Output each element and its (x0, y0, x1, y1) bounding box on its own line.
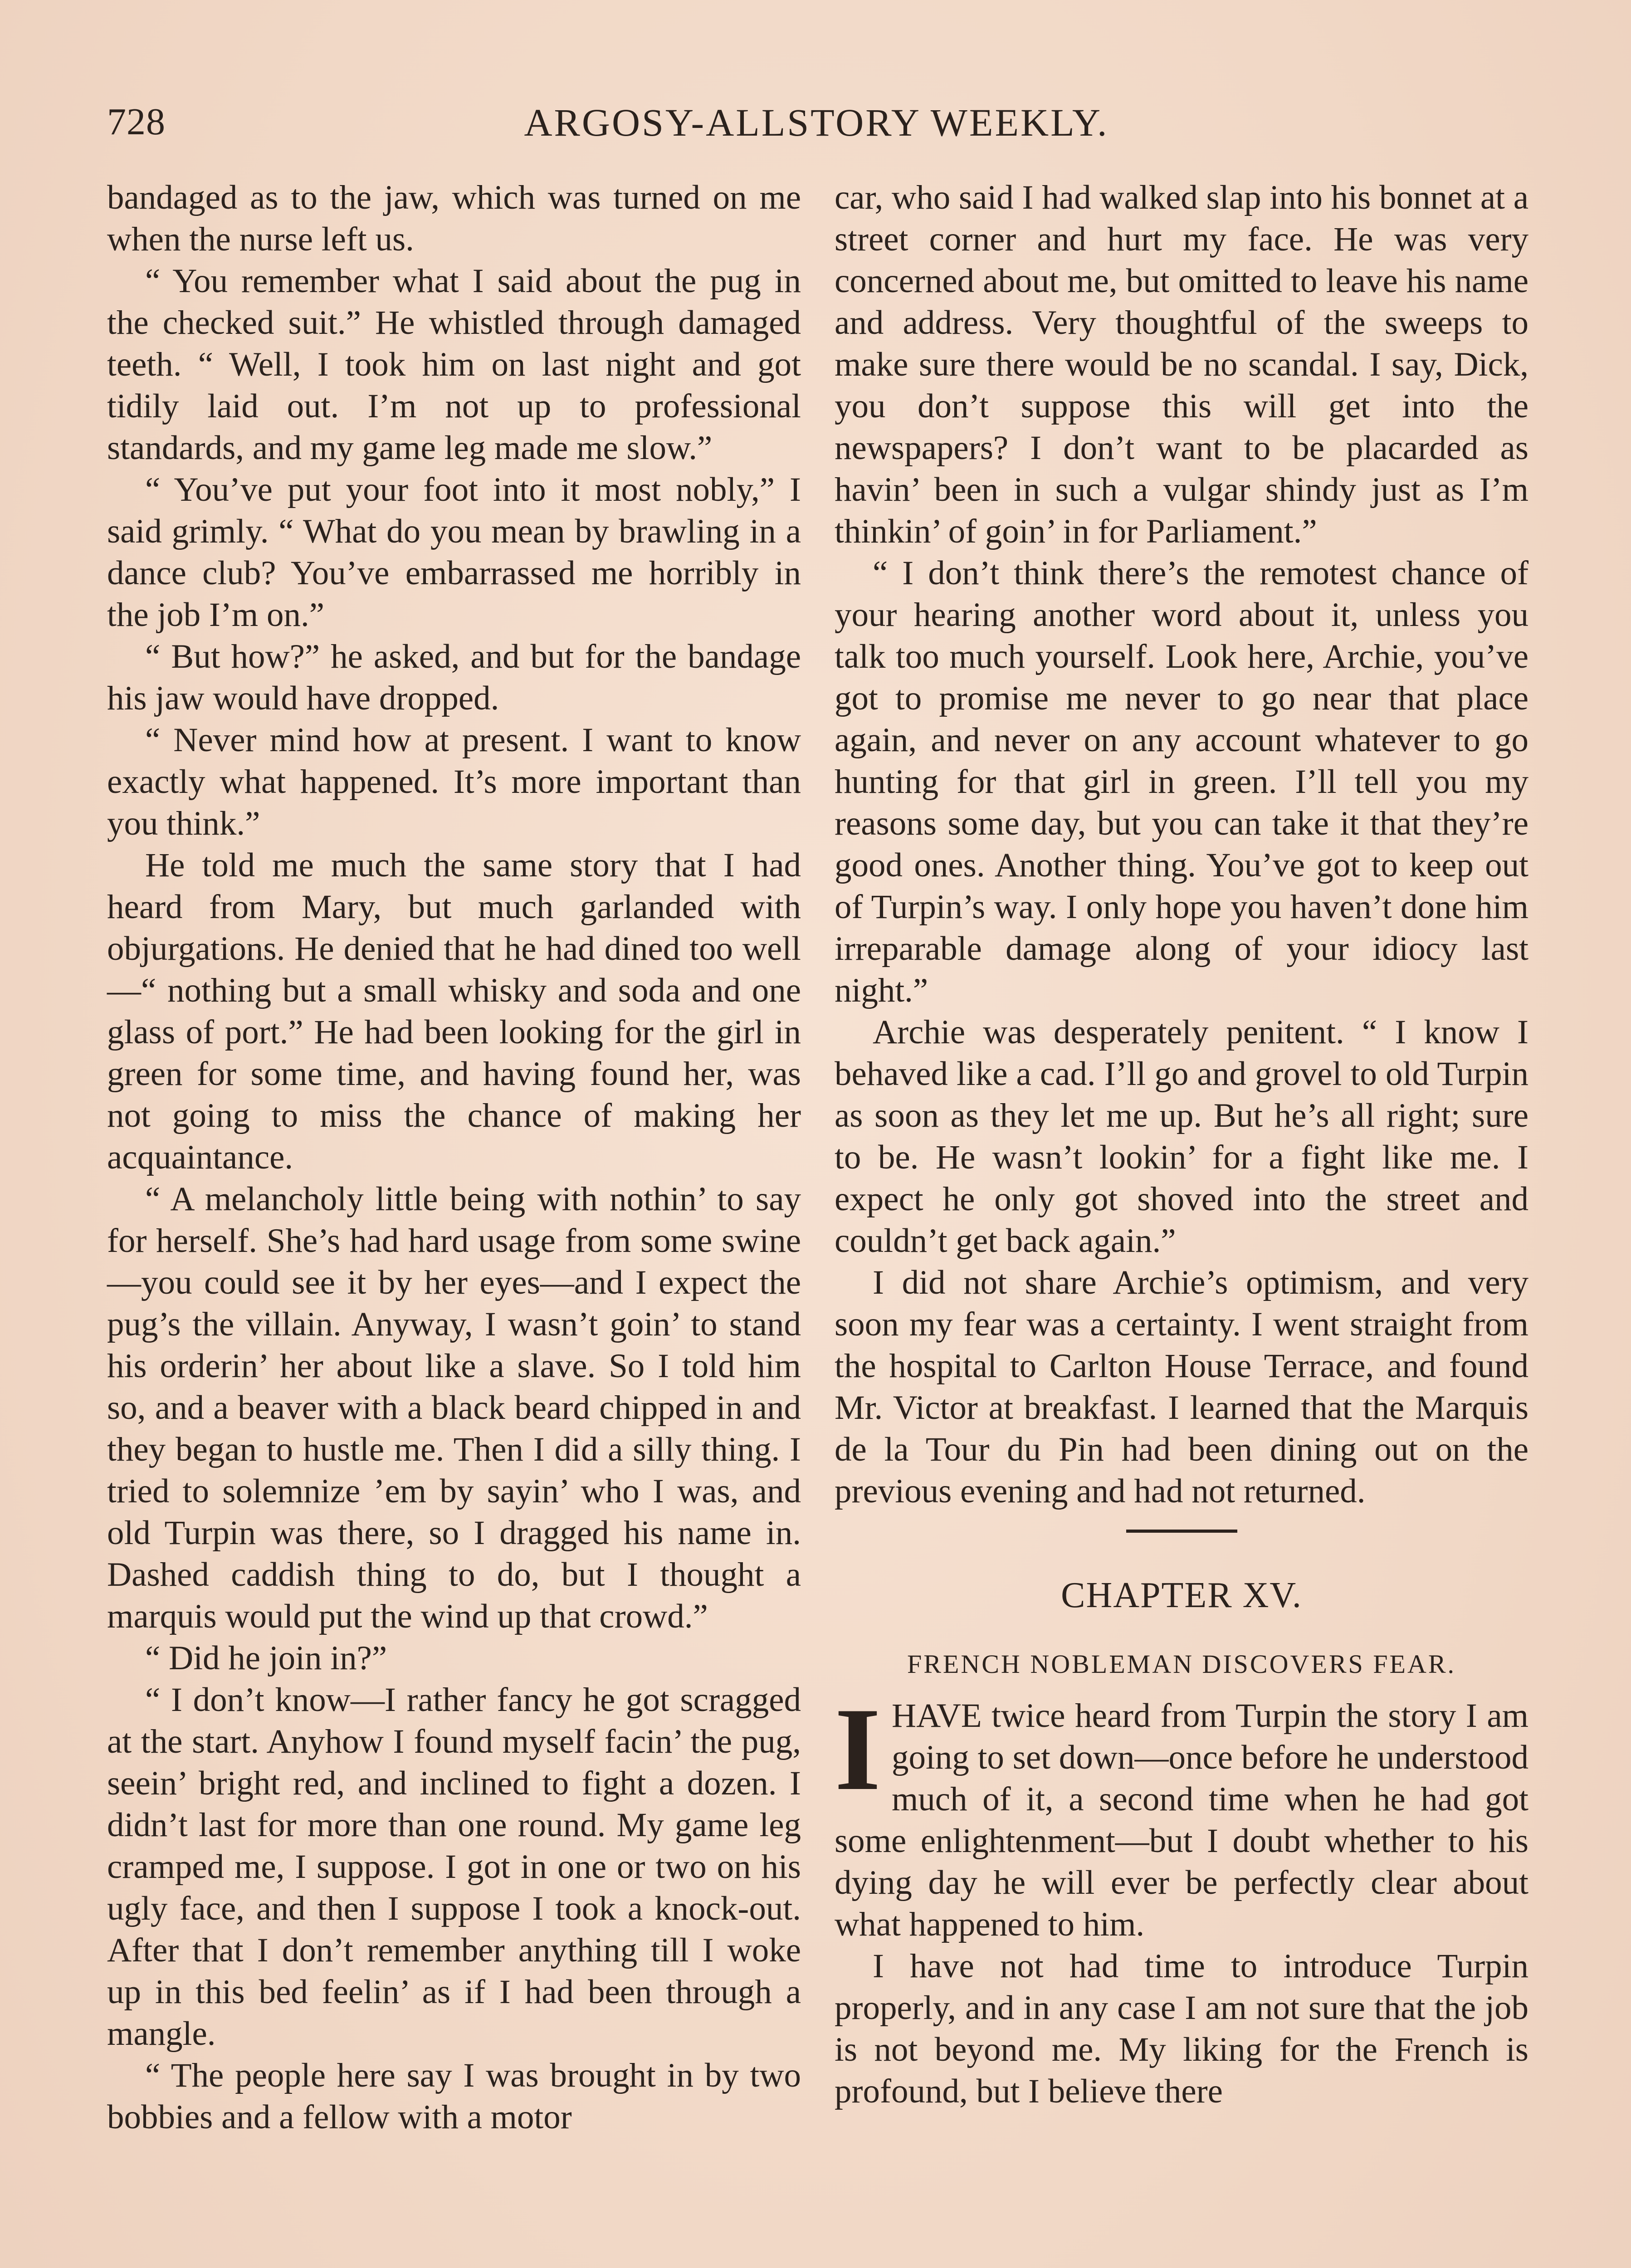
right-column (835, 177, 1528, 2112)
paragraph: car, who said I had walked slap into his bonnet at a street corner and hurt my face. He was very concerned about me, but omitted to leave his name and address. Very thoughtful of the sweeps to make sure there would be no scandal. I say, Dick, you don’t suppose this will get into the newspapers? I don’t want to be placarded as havin’ been in such a vulgar shindy just as I’m thinkin’ of goin’ in for Parliament.” (835, 179, 1528, 550)
page-header (0, 95, 1631, 159)
left-column (107, 177, 801, 2138)
paragraph: “ But how?” he asked, and but for the bandage his jaw would have dropped. (107, 638, 801, 717)
paragraph: “ Never mind how at present. I want to know exactly what happened. It’s more important than you think.” (107, 721, 801, 842)
running-head: ARGOSY-ALLSTORY WEEKLY. (524, 101, 1109, 144)
paragraph: “ Did he join in?” (145, 1639, 387, 1677)
paragraph: “ You remember what I said about the pug in the checked suit.” He whistled through damaged teeth. “ Well, I took him on last night and got tidily laid out. I’m not up to professional standards, and my game leg made me slow.” (107, 262, 801, 467)
paragraph: bandaged as to the jaw, which was turned on me when the nurse left us. (107, 179, 801, 258)
paragraph: “ I don’t think there’s the remotest chance of your hearing another word about it, unless you talk too much yourself. Look here, Archie, you’ve got to promise me never to go near that place again, and never on any account whatever to go hunting for that girl in green. I’ll tell you my reasons some day, but you can take it that they’re good ones. Another thing. You’ve got to keep out of Turpin’s way. I only hope you haven’t done him irreparable damage along of your idiocy last night.” (835, 554, 1528, 1009)
section-divider (1126, 1530, 1237, 1533)
paragraph: Archie was desperately penitent. “ I know I behaved like a cad. I’ll go and grovel to old Turpin as soon as they let me up. But he’s all right; sure to be. He wasn’t lookin’ for a fight like me. I expect he only got shoved into the street and couldn’t get back again.” (835, 1013, 1528, 1260)
chapter-title: CHAPTER XV. (1061, 1575, 1302, 1615)
paragraph: “ You’ve put your foot into it most nobly,” I said grimly. “ What do you mean by brawling in a dance club? You’ve embarrassed me horribly in the job I’m on.” (107, 471, 801, 634)
paragraph: I did not share Archie’s optimism, and very soon my fear was a certainty. I went straight from the hospital to Carlton House Terrace, and found Mr. Victor at breakfast. I learned that the Marquis de la Tour du Pin had been dining out on the previous evening and had not returned. (835, 1264, 1528, 1510)
chapter-subtitle: FRENCH NOBLEMAN DISCOVERS FEAR. (907, 1649, 1456, 1679)
paragraph: I have not had time to introduce Turpin properly, and in any case I am not sure that the job is not beyond me. My liking for the French is profound, but I believe there (835, 1947, 1528, 2110)
drop-cap: I (835, 1683, 881, 1815)
paragraph: “ I don’t know—I rather fancy he got scragged at the start. Anyhow I found myself facin’ the pug, seein’ bright red, and inclined to fight a dozen. I didn’t last for more than one round. My game leg cramped me, I suppose. I got in one or two on his ugly face, and then I suppose I took a knock-out. After that I don’t remember anything till I woke up in this bed feelin’ as if I had been through a mangle. (107, 1681, 801, 2053)
paragraph: He told me much the same story that I had heard from Mary, but much garlanded with objurgations. He denied that he had dined too well—“ nothing but a small whisky and soda and one glass of port.” He had been looking for the girl in green for some time, and having found her, was not going to miss the chance of making her acquaintance. (107, 846, 801, 1176)
page-number: 728 (107, 101, 166, 143)
first-paragraph-text: HAVE twice heard from Turpin the story I am going to set down—once before he understood much of it, a second time when he had got some enlightenment—but I doubt whether to his dying day he will ever be perfectly clear about what happened to him. (835, 1697, 1528, 1943)
paragraph: “ A melancholy little being with nothin’ to say for herself. She’s had hard usage from some swine—you could see it by her eyes—and I expect the pug’s the villain. Anyway, I wasn’t goin’ to stand his orderin’ her about like a slave. So I told him so, and a beaver with a black beard chipped in and they began to hustle me. Then I did a silly thing. I tried to solemnize ’em by sayin’ who I was, and old Turpin was there, so I dragged his name in. Dashed caddish thing to do, but I thought a marquis would put the wind up that crowd.” (107, 1180, 801, 1635)
chapter-first-paragraph (835, 1683, 1528, 1945)
paragraph: “ The people here say I was brought in by two bobbies and a fellow with a motor (107, 2057, 801, 2136)
